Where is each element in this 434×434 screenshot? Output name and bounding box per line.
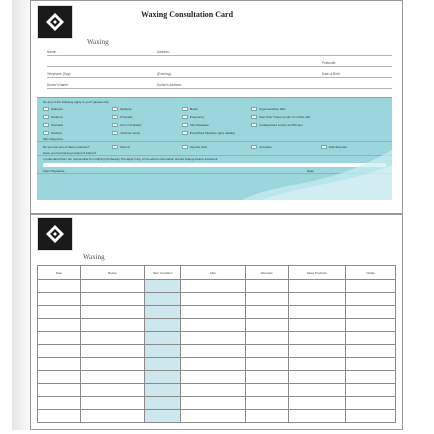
products-question: Do you use any of these products? [43, 145, 90, 149]
dob-label: Date of Birth: [322, 72, 341, 76]
table-row[interactable] [38, 293, 396, 306]
header-before: Before [80, 266, 144, 280]
brand-name: Waxing [83, 253, 105, 261]
logo-badge [37, 217, 73, 251]
table-header [38, 266, 396, 280]
logo-badge [37, 5, 73, 39]
treatment-record [37, 265, 396, 425]
option-hypersensitive[interactable]: Hypersensitive Skin [251, 106, 386, 112]
checkbox[interactable] [112, 115, 118, 119]
option-retin-a[interactable]: Retin A [112, 144, 177, 150]
option-aha[interactable]: AHA Skincare [321, 144, 386, 150]
doctor-row[interactable] [47, 78, 392, 89]
table-row[interactable] [38, 332, 396, 345]
checkbox[interactable] [112, 131, 118, 135]
checkbox[interactable] [182, 107, 188, 111]
table-row[interactable] [38, 397, 396, 410]
checkbox[interactable] [182, 131, 188, 135]
consultation-card-back [30, 214, 403, 430]
name-address-row[interactable] [47, 45, 392, 56]
option-glycolic[interactable]: Glycolic Acid [182, 144, 247, 150]
client-details [47, 45, 392, 89]
checkbox[interactable] [43, 107, 49, 111]
option-pregnancy[interactable]: Pregnancy [182, 114, 247, 120]
option-psoriasis-a[interactable]: Psoriasis [112, 114, 177, 120]
option-epilepsy[interactable]: Epilepsy [112, 106, 177, 112]
medical-question: Do any of the following apply to you? (please tick) [43, 100, 110, 104]
table-row[interactable] [38, 345, 396, 358]
checkbox[interactable] [182, 145, 188, 149]
checkbox[interactable] [251, 107, 257, 111]
option-varicose[interactable]: Varicose Veins [112, 130, 177, 136]
checkbox[interactable] [251, 115, 257, 119]
postcode-row[interactable] [47, 56, 392, 67]
name-label: Name: [47, 50, 57, 54]
option-skin-diseases[interactable]: Skin Diseases [182, 122, 247, 128]
previous-treatment-row[interactable]: Have you had waxing treatment before? [37, 150, 392, 156]
checkbox[interactable] [112, 145, 118, 149]
card-spine [12, 0, 30, 430]
doctor-name-label: Doctor's Name: [47, 83, 69, 87]
signature-label: Client Signature: [43, 169, 66, 173]
telephone-day-label: Telephone (Day): [47, 72, 72, 76]
option-diabetes[interactable]: Diabetes [43, 106, 108, 112]
diamond-logo-icon [44, 11, 66, 33]
table-row[interactable] [38, 319, 396, 332]
checkbox[interactable] [43, 115, 49, 119]
wave-decoration [242, 140, 392, 200]
checkbox[interactable] [112, 123, 118, 127]
option-sunburn[interactable]: Sunburn [43, 130, 108, 136]
header-initials: Initials [345, 266, 395, 280]
consultation-card-front [30, 0, 403, 214]
checkbox[interactable] [112, 107, 118, 111]
table-row[interactable] [38, 384, 396, 397]
table-row[interactable] [38, 358, 396, 371]
treatment-table [37, 265, 396, 423]
medical-options [37, 106, 392, 136]
option-accutane[interactable]: Accutane [251, 144, 316, 150]
header-date: Date [38, 266, 81, 280]
diamond-logo-icon [44, 223, 66, 245]
header-aftercare: Aftercare [245, 266, 288, 280]
doctor-address-label: Doctor's Address: [157, 83, 182, 87]
option-moles[interactable]: Moles [182, 106, 247, 112]
address-label: Address: [157, 50, 170, 54]
table-row[interactable] [38, 280, 396, 293]
medical-panel [37, 97, 392, 200]
card-title: Waxing Consultation Card [141, 10, 234, 19]
telephone-evening-label: (Evening): [157, 72, 172, 76]
checkbox[interactable] [251, 123, 257, 127]
checkbox[interactable] [182, 115, 188, 119]
option-oedema[interactable]: Oedema [43, 114, 108, 120]
table-row[interactable] [38, 371, 396, 384]
option-lumps[interactable]: Undiagnosed Lumps and Bumps [251, 122, 386, 128]
header-after: After [181, 266, 245, 280]
skin-diagnosis-row[interactable]: Skin Diagnosis: [37, 136, 392, 142]
date-label: Date: [307, 169, 315, 173]
table-row[interactable] [38, 410, 396, 423]
postcode-label: Postcode: [322, 61, 337, 65]
brand-name: Waxing [87, 38, 109, 46]
option-prescribed[interactable]: Prescribed Medicine (give details) [182, 130, 386, 136]
option-scar-tissue[interactable]: New Scar Tissue (under 3 months old) [251, 114, 386, 120]
checkbox[interactable] [43, 131, 49, 135]
telephone-row[interactable] [47, 67, 392, 78]
option-poor-circulation[interactable]: Poor Circulation [112, 122, 177, 128]
table-row[interactable] [38, 306, 396, 319]
checkbox[interactable] [182, 123, 188, 127]
consent-text: I understand that I am responsible for notifying the Beauty Therapist if any of the above information should change before treatment [43, 157, 218, 161]
header-sales-products: Sales Products [288, 266, 345, 280]
checkbox[interactable] [43, 123, 49, 127]
header-skin-condition: Skin Condition [145, 266, 181, 280]
option-psoriasis-b[interactable]: Psoriasis [43, 122, 108, 128]
